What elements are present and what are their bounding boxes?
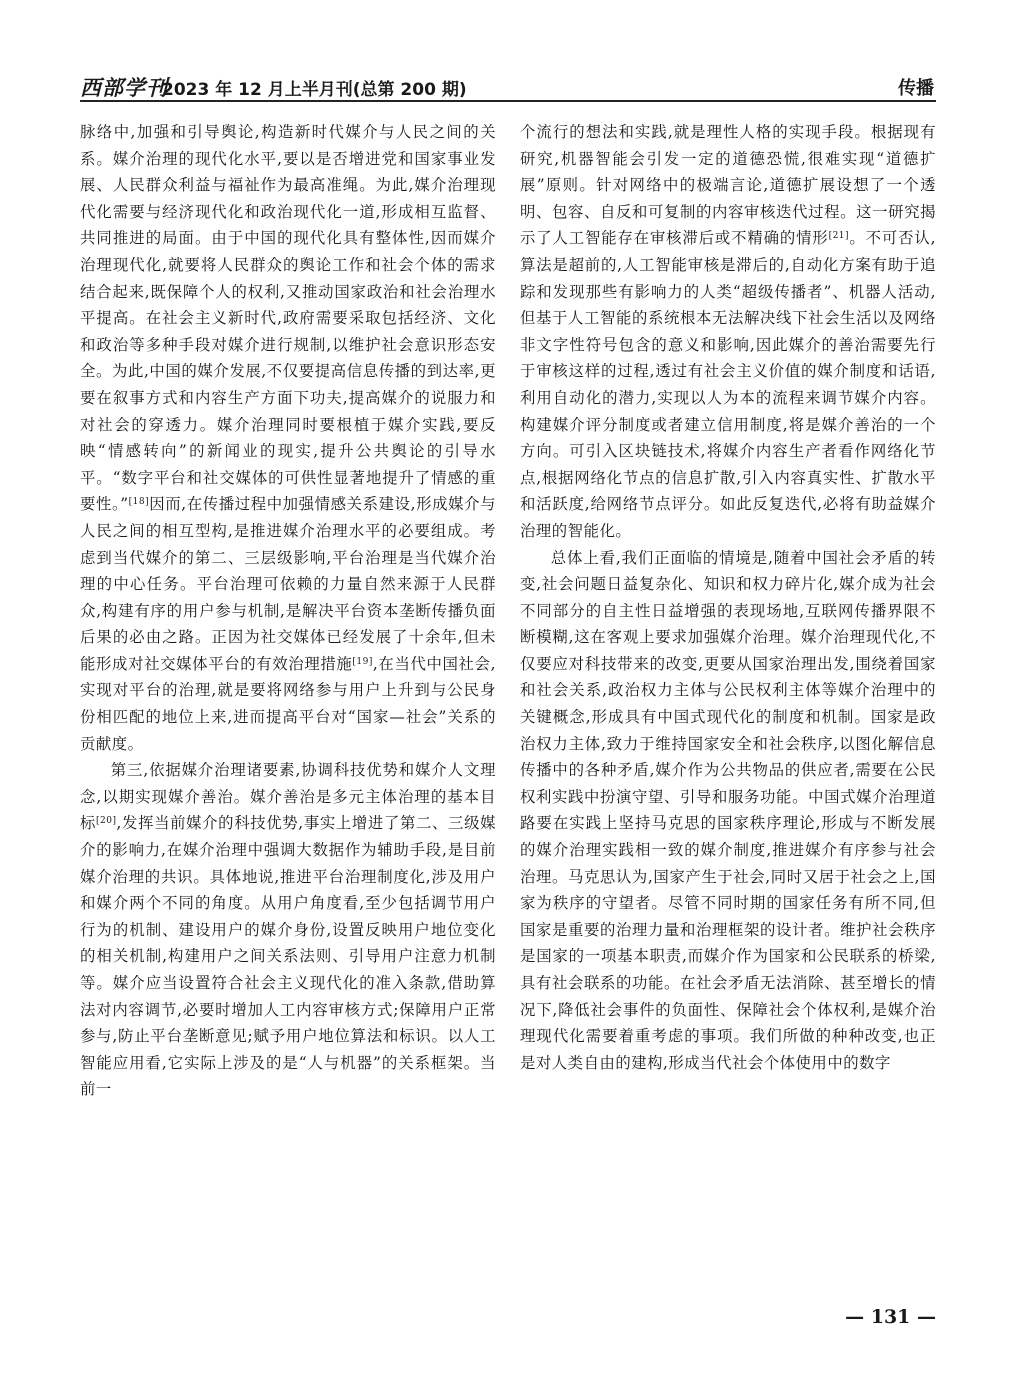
section-name: 传播 (898, 78, 934, 99)
paragraph: 总体上看,我们正面临的情境是,随着中国社会矛盾的转变,社会问题日益复杂化、知识和权力碎片化,媒介成为社会不同部分的自主性日益增强的表现场地,互联网传播界限不断模糊,这在客观上要求加强媒介治理。媒介治理现代化,不仅要应对科技带来的改变,更要从国家治理出发,围绕着国家和社会关系,政治权力主体与公民权利主体等媒介治理中的关键概念,形成具有中国式现代化的制度和机制。国家是政治权力主体,致力于维持国家安全和社会秩序,以图化解信息传播中的各种矛盾,媒介作为公共物品的供应者,需要在公民权利实践中扮演守望、引导和服务功能。中国式媒介治理道路要在实践上坚持马克思的国家秩序理论,形成与不断发展的媒介治理实践相一致的媒介制度,推进媒介有序参与社会治理。马克思认为,国家产生于社会,同时又居于社会之上,国家为秩序的守望者。尽管不同时期的国家任务有所不同,但国家是重要的治理力量和治理框架的设计者。维护社会秩序是国家的一项基本职责,而媒介作为国家和公民联系的桥梁,具有社会联系的功能。在社会矛盾无法消除、甚至增长的情况下,降低社会事件的负面性、保障社会个体权利,是媒介治理现代化需要着重考虑的事项。我们所做的种种改变,也正是对人类自由的建构,形成当代社会个体使用中的数字 (520, 548, 936, 1072)
journal-logo: 西部学刊 (80, 75, 168, 100)
right-column (520, 119, 936, 1299)
paragraph: 脉络中,加强和引导舆论,构造新时代媒介与人民之间的关系。媒介治理的现代化水平,要以是否增进党和国家事业发展、人民群众利益与福祉作为最高准绳。为此,媒介治理现代化需要与经济现代化和政治现代化一道,形成相互监督、共同推进的局面。由于中国的现代化具有整体性,因而媒介治理现代化,就要将人民群众的舆论工作和社会个体的需求结合起来,既保障个人的权利,又推动国家政治和社会治理水平提高。在社会主义新时代,政府需要采取包括经济、文化和政治等多种手段对媒介进行规制,以维护社会意识形态安全。为此,中国的媒介发展,不仅要提高信息传播的到达率,更要在叙事方式和内容生产方面下功夫,提高媒介的说服力和对社会的穿透力。媒介治理同时要根植于媒介实践,要反映“情感转向”的新闻业的现实,提升公共舆论的引导水平。“数字平台和社交媒体的可供性显著地提升了情感的重要性。”[18]因而,在传播过程中加强情感关系建设,形成媒介与人民之间的相互型构,是推进媒介治理水平的必要组成。考虑到当代媒介的第二、三层级影响,平台治理是当代媒介治理的中心任务。平台治理可依赖的力量自然来源于人民群众,构建有序的用户参与机制,是解决平台资本垄断传播负面后果的必由之路。正因为社交媒体已经发展了十余年,但未能形成对社交媒体平台的有效治理措施[19],在当代中国社会,实现对平台的治理,就是要将网络参与用户上升到与公民身份相匹配的地位上来,进而提高平台对“国家—社会”关系的贡献度。 (80, 123, 496, 753)
citation-ref: [21] (828, 231, 850, 242)
left-column (80, 119, 496, 1299)
citation-ref: [19] (352, 656, 373, 667)
page-number: — 131 — (845, 1306, 936, 1328)
running-header (80, 72, 936, 102)
paragraph: 个流行的想法和实践,就是理性人格的实现手段。根据现有研究,机器智能会引发一定的道德恐慌,很难实现“道德扩展”原则。针对网络中的极端言论,道德扩展设想了一个透明、包容、自反和可复制的内容审核迭代过程。这一研究揭示了人工智能存在审核滞后或不精确的情形[21]。不可否认,算法是超前的,人工智能审核是滞后的,自动化方案有助于追踪和发现那些有影响力的人类“超级传播者”、机器人活动,但基于人工智能的系统根本无法解决线下社会生活以及网络非文字性符号包含的意义和影响,因此媒介的善治需要先行于审核这样的过程,透过有社会主义价值的媒介制度和话语,利用自动化的潜力,实现以人为本的流程来调节媒介内容。构建媒介评分制度或者建立信用制度,将是媒介善治的一个方向。可引入区块链技术,将媒介内容生产者看作网络化节点,根据网络化节点的信息扩散,引入内容真实性、扩散水平和活跃度,给网络节点评分。如此反复迭代,必将有助益媒介治理的智能化。 (520, 123, 936, 540)
citation-ref: [18] (128, 497, 150, 508)
issue-info: 2023 年 12 月上半月刊(总第 200 期) (162, 80, 467, 100)
citation-ref: [20] (96, 816, 117, 827)
paragraph: 第三,依据媒介治理诸要素,协调科技优势和媒介人文理念,以期实现媒介善治。媒介善治是多元主体治理的基本目标[20],发挥当前媒介的科技优势,事实上增进了第二、三级媒介的影响力,在媒介治理中强调大数据作为辅助手段,是目前媒介治理的共识。具体地说,推进平台治理制度化,涉及用户和媒介两个不同的角度。从用户角度看,至少包括调节用户行为的机制、建设用户的媒介身份,设置反映用户地位变化的相关机制,构建用户之间关系法则、引导用户注意力机制等。媒介应当设置符合社会主义现代化的准入条款,借助算法对内容调节,必要时增加人工内容审核方式;保障用户正常参与,防止平台垄断意见;赋予用户地位算法和标识。以人工智能应用看,它实际上涉及的是“人与机器”的关系框架。当前一 (80, 761, 496, 1099)
